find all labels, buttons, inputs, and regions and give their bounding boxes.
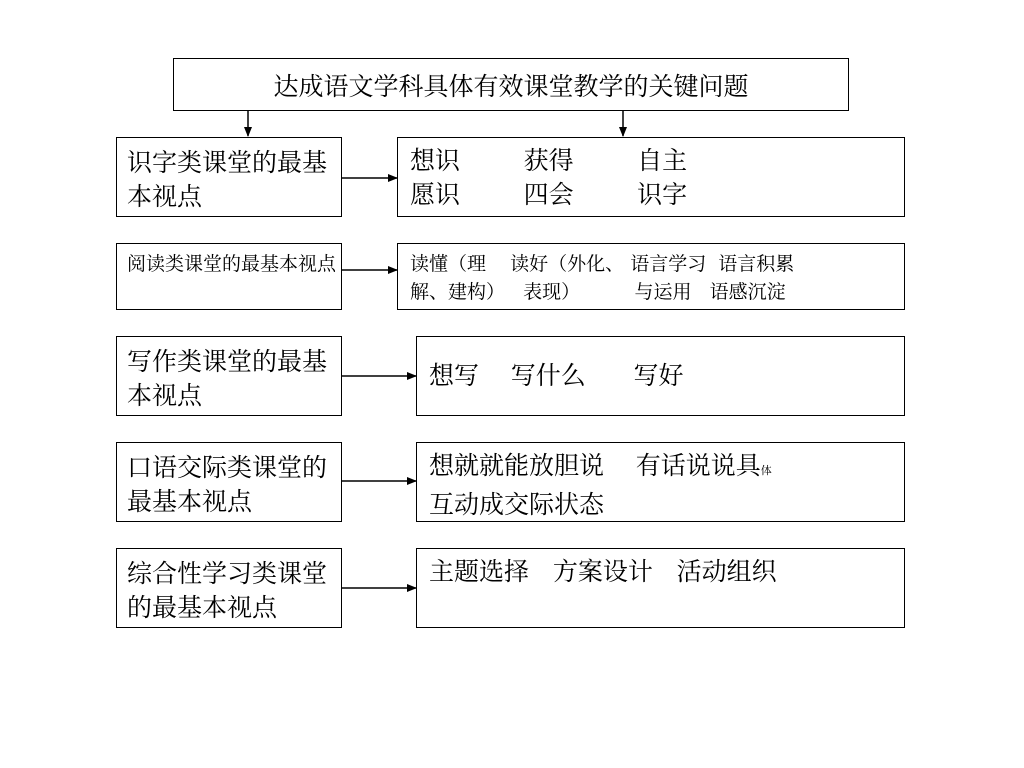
row-4-category-box	[116, 442, 342, 522]
row-4-points-tail: 体	[760, 464, 772, 477]
row-4-category-label: 口语交际类课堂的最基本视点	[127, 453, 328, 516]
row-5-category-label: 综合性学习类课堂的最基本视点	[127, 559, 328, 622]
diagram-title: 达成语文学科具体有效课堂教学的关键问题	[273, 71, 749, 101]
row-4-points-box	[416, 442, 905, 522]
row-3-category-box	[116, 336, 342, 416]
row-2-points-box	[397, 243, 905, 310]
row-1-points-box	[397, 137, 905, 217]
row-1-points-line-2: 愿识 四会 识字	[410, 180, 688, 209]
row-2-points-line-1: 读懂（理 读好（外化、 语言学习 语言积累	[410, 253, 795, 275]
row-5-points-box	[416, 548, 905, 628]
row-1-category-label: 识字类课堂的最基本视点	[127, 148, 328, 211]
row-2-points-line-2: 解、建构） 表现） 与运用 语感沉淀	[410, 281, 786, 303]
row-5-points-line-1: 主题选择 方案设计 活动组织	[429, 557, 777, 586]
row-4-points-line-1: 想就就能放胆说 有话说说具	[429, 451, 761, 480]
row-5-category-box	[116, 548, 342, 628]
row-3-points-box	[416, 336, 905, 416]
row-2-category-box	[116, 243, 342, 310]
row-3-points-line-1: 想写 写什么 写好	[429, 361, 684, 390]
row-1-category-box	[116, 137, 342, 217]
row-4-points-line-2: 互动成交际状态	[429, 490, 605, 519]
title-box	[173, 58, 849, 111]
row-1-points-line-1: 想识 获得 自主	[410, 146, 688, 175]
row-2-category-label: 阅读类课堂的最基本视点	[127, 253, 337, 275]
row-3-category-label: 写作类课堂的最基本视点	[127, 347, 328, 410]
